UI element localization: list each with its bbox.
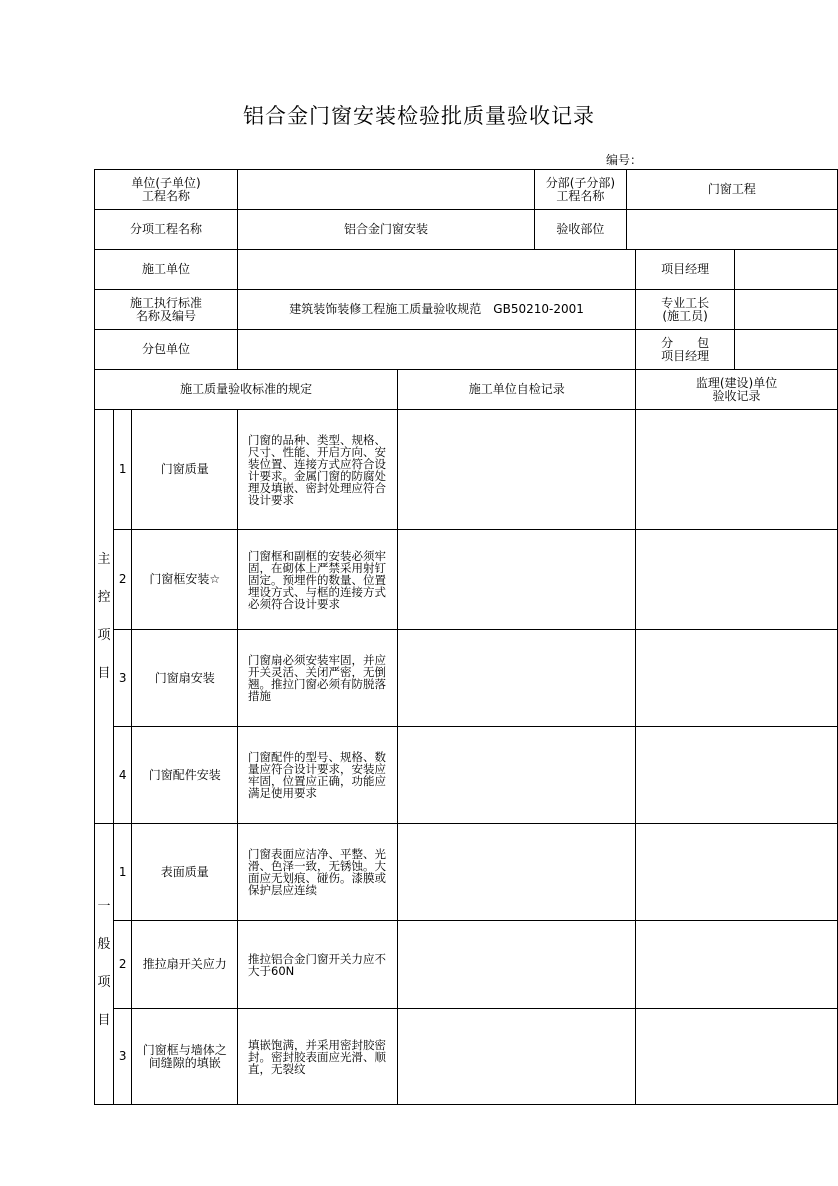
standard-value[interactable]: 建筑装饰装修工程施工质量验收规范 GB50210-2001 — [238, 290, 636, 330]
table-row — [95, 1009, 838, 1105]
inspection-part-label: 验收部位 — [535, 210, 627, 250]
supervision-cell[interactable] — [636, 530, 838, 630]
self-check-cell[interactable] — [398, 630, 636, 727]
main-control-section-label: 主 控 项 目 — [95, 410, 114, 824]
item-requirement: 门窗的品种、类型、规格、尺寸、性能、开启方向、安装位置、连接方式应符合设计要求。金属门窗的防腐处理及填嵌、密封处理应符合设计要求 — [238, 410, 398, 530]
item-number: 2 — [114, 921, 132, 1009]
sub-pm-value[interactable] — [735, 330, 838, 370]
foreman-label: 专业工长 (施工员) — [636, 290, 735, 330]
item-requirement: 填嵌饱满，并采用密封胶密封。密封胶表面应光滑、顺直，无裂纹 — [238, 1009, 398, 1105]
self-check-cell[interactable] — [398, 824, 636, 921]
item-requirement: 门窗扇必须安装牢固，并应开关灵活、关闭严密，无倒翘。推拉门窗必须有防脱落措施 — [238, 630, 398, 727]
table-row — [95, 410, 838, 530]
item-number: 3 — [114, 1009, 132, 1105]
item-name: 门窗框安装☆ — [132, 530, 238, 630]
supervision-cell[interactable] — [636, 824, 838, 921]
supervision-cell[interactable] — [636, 1009, 838, 1105]
standard-column-header: 施工质量验收标准的规定 — [95, 370, 398, 410]
supervision-cell[interactable] — [636, 410, 838, 530]
inspection-form-table — [94, 169, 838, 1105]
unit-project-value[interactable] — [238, 170, 535, 210]
item-number: 1 — [114, 410, 132, 530]
page-title: 铝合金门窗安装检验批质量验收记录 — [243, 104, 595, 128]
item-name: 推拉扇开关应力 — [132, 921, 238, 1009]
self-check-cell[interactable] — [398, 410, 636, 530]
item-name: 门窗质量 — [132, 410, 238, 530]
project-manager-value[interactable] — [735, 250, 838, 290]
unit-project-label: 单位(子单位) 工程名称 — [95, 170, 238, 210]
item-requirement: 门窗表面应洁净、平整、光滑、色泽一致，无锈蚀。大面应无划痕、碰伤。漆膜或保护层应连续 — [238, 824, 398, 921]
item-requirement: 门窗框和副框的安装必须牢固，在砌体上严禁采用射钉固定。预埋件的数量、位置埋设方式、与框的连接方式必须符合设计要求 — [238, 530, 398, 630]
table-row — [95, 727, 838, 824]
division-value[interactable]: 门窗工程 — [626, 170, 837, 210]
general-section-label: 一 般 项 目 — [95, 824, 114, 1105]
project-manager-label: 项目经理 — [636, 250, 735, 290]
supervision-cell[interactable] — [636, 630, 838, 727]
self-check-cell[interactable] — [398, 1009, 636, 1105]
item-requirement: 门窗配件的型号、规格、数量应符合设计要求，安装应牢固，位置应正确，功能应满足使用要求 — [238, 727, 398, 824]
contractor-value[interactable] — [238, 250, 636, 290]
self-check-cell[interactable] — [398, 921, 636, 1009]
item-requirement: 推拉铝合金门窗开关力应不大于60N — [238, 921, 398, 1009]
supervision-column-header: 监理(建设)单位 验收记录 — [636, 370, 838, 410]
subcontractor-label: 分包单位 — [95, 330, 238, 370]
supervision-cell[interactable] — [636, 727, 838, 824]
item-number: 4 — [114, 727, 132, 824]
self-check-cell[interactable] — [398, 727, 636, 824]
table-row — [95, 824, 838, 921]
standard-label: 施工执行标准 名称及编号 — [95, 290, 238, 330]
division-label: 分部(子分部) 工程名称 — [535, 170, 627, 210]
item-number: 2 — [114, 530, 132, 630]
self-check-cell[interactable] — [398, 530, 636, 630]
contractor-label: 施工单位 — [95, 250, 238, 290]
item-name: 门窗配件安装 — [132, 727, 238, 824]
self-check-column-header: 施工单位自检记录 — [398, 370, 636, 410]
table-row — [95, 530, 838, 630]
subitem-label: 分项工程名称 — [95, 210, 238, 250]
item-number: 3 — [114, 630, 132, 727]
item-number: 1 — [114, 824, 132, 921]
supervision-cell[interactable] — [636, 921, 838, 1009]
table-row — [95, 921, 838, 1009]
table-row — [95, 630, 838, 727]
sub-pm-label: 分 包 项目经理 — [636, 330, 735, 370]
inspection-part-value[interactable] — [626, 210, 837, 250]
subitem-value[interactable]: 铝合金门窗安装 — [238, 210, 535, 250]
item-name: 表面质量 — [132, 824, 238, 921]
item-name: 门窗扇安装 — [132, 630, 238, 727]
subcontractor-value[interactable] — [238, 330, 636, 370]
foreman-value[interactable] — [735, 290, 838, 330]
record-number-label: 编号： — [606, 153, 643, 167]
item-name: 门窗框与墙体之间缝隙的填嵌 — [132, 1009, 238, 1105]
